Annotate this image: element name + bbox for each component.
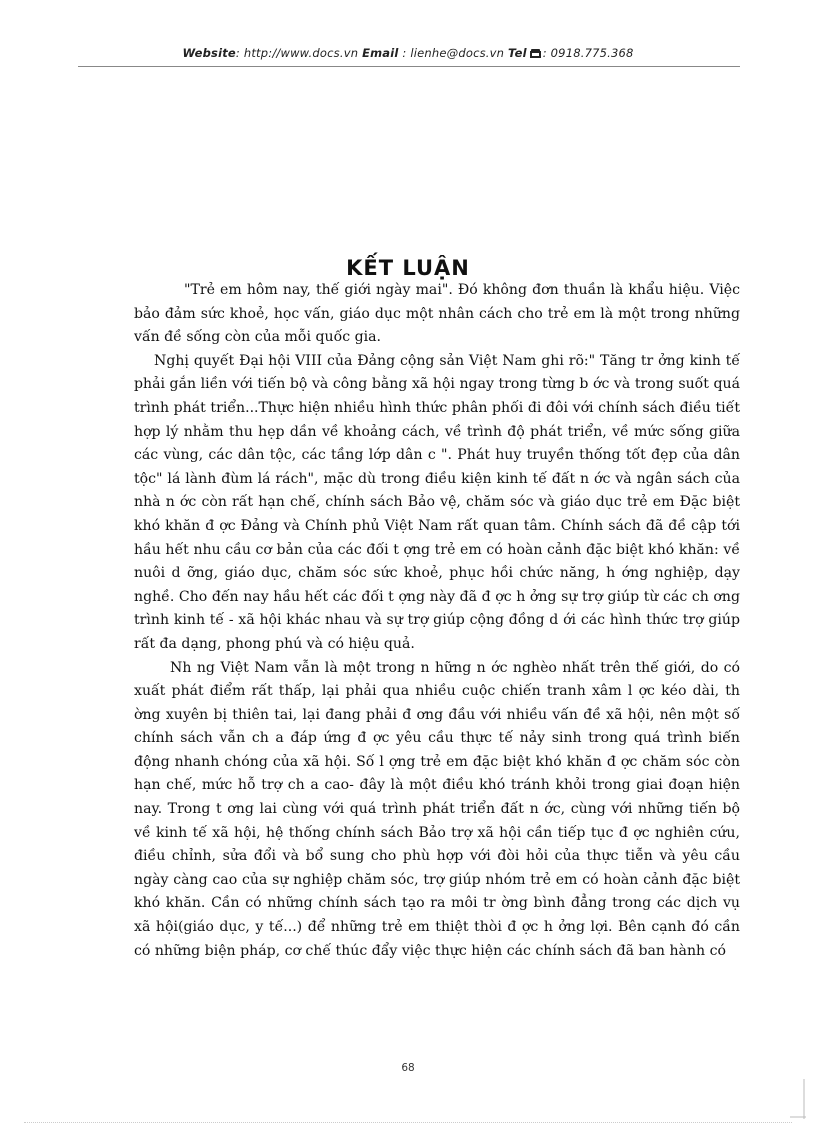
- email-label: Email: [362, 46, 399, 60]
- tel-value: : 0918.775.368: [542, 46, 634, 60]
- paragraph: Nh ng Việt Nam vẫn là một trong n hững n ớc nghèo nhất trên thế giới, do có xuất phát điểm rất thấp, lại phải qua nhiều cuộc chiến tranh xâm l ợc kéo dài, th ờng xuyên bị thiên tai, lại đang phải đ ơng đầu với nhiều vấn đề xã hội, nên một số chính sách vẫn ch a đáp ứng đ ợc yêu cầu thực tế nảy sinh trong quá trình biến động nhanh chóng của xã hội. Số l ợng trẻ em đặc biệt khó khăn đ ợc chăm sóc còn hạn chế, mức hỗ trợ ch a cao- đây là một điều khó tránh khỏi trong giai đoạn hiện nay. Trong t ơng lai cùng với quá trình phát triển đất n ớc, cùng với những tiến bộ về kinh tế xã hội, hệ thống chính sách Bảo trợ xã hội cần tiếp tục đ ợc nghiên cứu, điều chỉnh, sửa đổi và bổ sung cho phù hợp với đòi hỏi của thực tiễn và yêu cầu ngày càng cao của sự nghiệp chăm sóc, trợ giúp nhóm trẻ em có hoàn cảnh đặc biệt khó khăn. Cần có những chính sách tạo ra môi tr ờng bình đẳng trong các dịch vụ xã hội(giáo dục, y tế...) để những trẻ em thiệt thòi đ ợc h ởng lợi. Bên cạnh đó cần có những biện pháp, cơ chế thúc đẩy việc thực hiện các chính sách đã ban hành có: [134, 659, 740, 959]
- email-value: : lienhe@docs.vn: [402, 46, 505, 60]
- website-value: : http://www.docs.vn: [235, 46, 359, 60]
- header-divider: [78, 66, 740, 67]
- page-header: [0, 46, 816, 60]
- tel-label: Tel: [508, 46, 527, 60]
- paragraph: "Trẻ em hôm nay, thế giới ngày mai". Đó không đơn thuần là khẩu hiệu. Việc bảo đảm sức khoẻ, học vấn, giáo dục một nhân cách cho trẻ em là một trong những vấn đề sống còn của mỗi quốc gia.: [134, 282, 740, 346]
- corner-decoration-icon: [790, 1079, 806, 1119]
- phone-icon: [530, 49, 541, 58]
- document-body: [134, 279, 740, 963]
- paragraph: Nghị quyết Đại hội VIII của Đảng cộng sản Việt Nam ghi rõ:" Tăng tr ởng kinh tế phải gắn liền với tiến bộ và công bằng xã hội ngay trong từng b ớc và trong suốt quá trình phát triển...Thực hiện nhiều hình thức phân phối đi đôi với chính sách điều tiết hợp lý nhằm thu hẹp dần về khoảng cách, về trình độ phát triển, về mức sống giữa các vùng, các dân tộc, các tầng lớp dân c ". Phát huy truyền thống tốt đẹp của dân tộc" lá lành đùm lá rách", mặc dù trong điều kiện kinh tế đất n ớc và ngân sách của nhà n ớc còn rất hạn chế, chính sách Bảo vệ, chăm sóc và giáo dục trẻ em Đặc biệt khó khăn đ ợc Đảng và Chính phủ Việt Nam rất quan tâm. Chính sách đã đề cập tới hầu hết nhu cầu cơ bản của các đối t ợng trẻ em có hoàn cảnh đặc biệt khó khăn: về nuôi d ỡng, giáo dục, chăm sóc sức khoẻ, phục hồi chức năng, h ớng nghiệp, dạy nghề. Cho đến nay hầu hết các đối t ợng này đã đ ợc h ởng sự trợ giúp từ các ch ơng trình kinh tế - xã hội khác nhau và sự trợ giúp cộng đồng d ới các hình thức trợ giúp rất đa dạng, phong phú và có hiệu quả.: [134, 352, 740, 652]
- website-label: Website: [182, 46, 236, 60]
- document-title: KẾT LUẬN: [346, 256, 470, 280]
- page-number: 68: [401, 1062, 415, 1074]
